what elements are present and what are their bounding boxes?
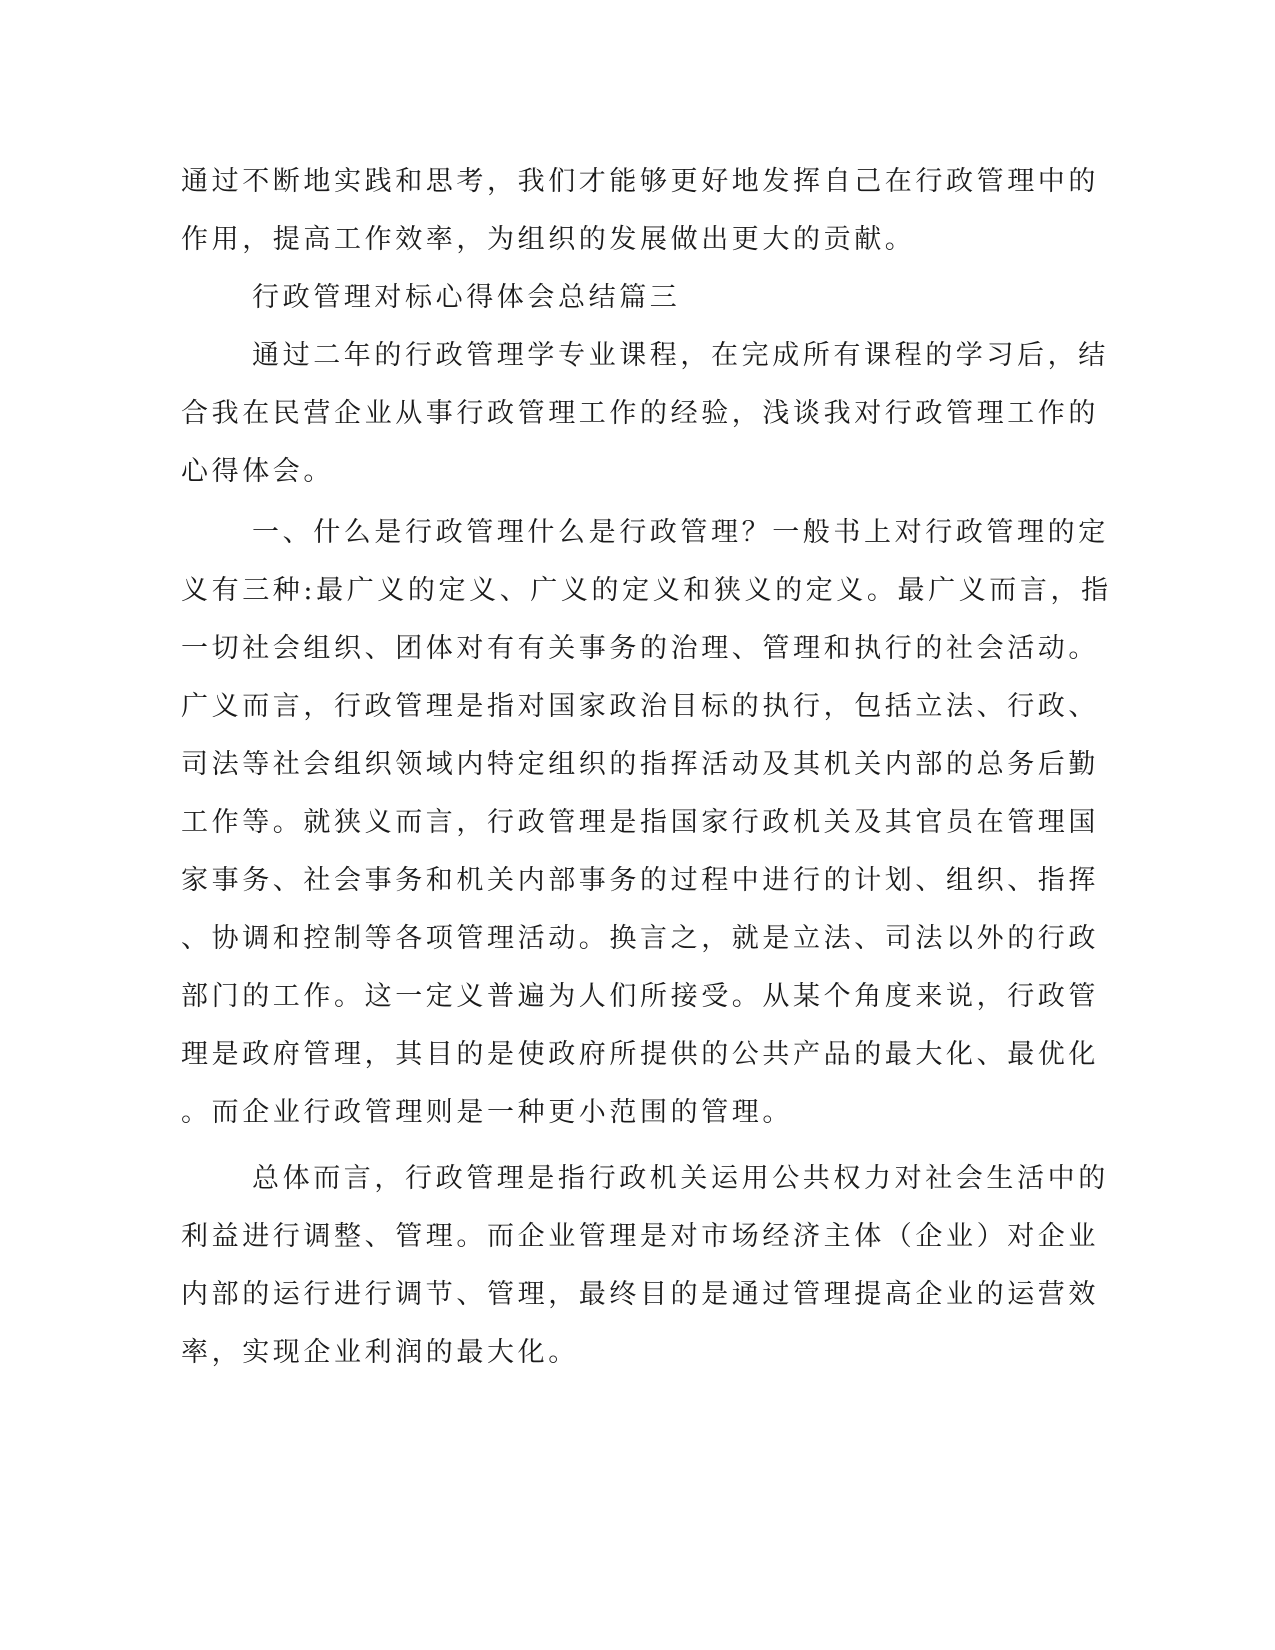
paragraph-line: 理是政府管理，其目的是使政府所提供的公共产品的最大化、最优化 bbox=[181, 1039, 1099, 1070]
paragraph-line: 心得体会。 bbox=[181, 456, 334, 487]
paragraph-line: 家事务、社会事务和机关内部事务的过程中进行的计划、组织、指挥 bbox=[181, 865, 1099, 896]
paragraph-line: 通过不断地实践和思考，我们才能够更好地发挥自己在行政管理中的 bbox=[181, 166, 1099, 197]
paragraph-line: 义有三种:最广义的定义、广义的定义和狭义的定义。最广义而言，指 bbox=[181, 575, 1112, 606]
paragraph-line: 。而企业行政管理则是一种更小范围的管理。 bbox=[181, 1097, 793, 1128]
paragraph-line: 司法等社会组织领域内特定组织的指挥活动及其机关内部的总务后勤 bbox=[181, 749, 1099, 780]
paragraph-line: 工作等。就狭义而言，行政管理是指国家行政机关及其官员在管理国 bbox=[181, 807, 1099, 838]
paragraph-line: 合我在民营企业从事行政管理工作的经验，浅谈我对行政管理工作的 bbox=[181, 398, 1099, 429]
paragraph-line: 率，实现企业利润的最大化。 bbox=[181, 1337, 579, 1368]
paragraph-line: 一切社会组织、团体对有有关事务的治理、管理和执行的社会活动。 bbox=[181, 633, 1099, 664]
paragraph-line: 作用，提高工作效率，为组织的发展做出更大的贡献。 bbox=[181, 224, 916, 255]
paragraph-line: 一、什么是行政管理什么是行政管理？一般书上对行政管理的定 bbox=[252, 517, 1109, 548]
paragraph-line: 利益进行调整、管理。而企业管理是对市场经济主体（企业）对企业 bbox=[181, 1221, 1099, 1252]
paragraph-line: 内部的运行进行调节、管理，最终目的是通过管理提高企业的运营效 bbox=[181, 1279, 1099, 1310]
section-heading: 行政管理对标心得体会总结篇三 bbox=[252, 282, 681, 313]
paragraph-line: 部门的工作。这一定义普遍为人们所接受。从某个角度来说，行政管 bbox=[181, 981, 1099, 1012]
paragraph-line: 、协调和控制等各项管理活动。换言之，就是立法、司法以外的行政 bbox=[181, 923, 1099, 954]
paragraph-line: 通过二年的行政管理学专业课程，在完成所有课程的学习后，结 bbox=[252, 340, 1109, 371]
paragraph-line: 总体而言，行政管理是指行政机关运用公共权力对社会生活中的 bbox=[252, 1163, 1109, 1194]
paragraph-line: 广义而言，行政管理是指对国家政治目标的执行，包括立法、行政、 bbox=[181, 691, 1099, 722]
